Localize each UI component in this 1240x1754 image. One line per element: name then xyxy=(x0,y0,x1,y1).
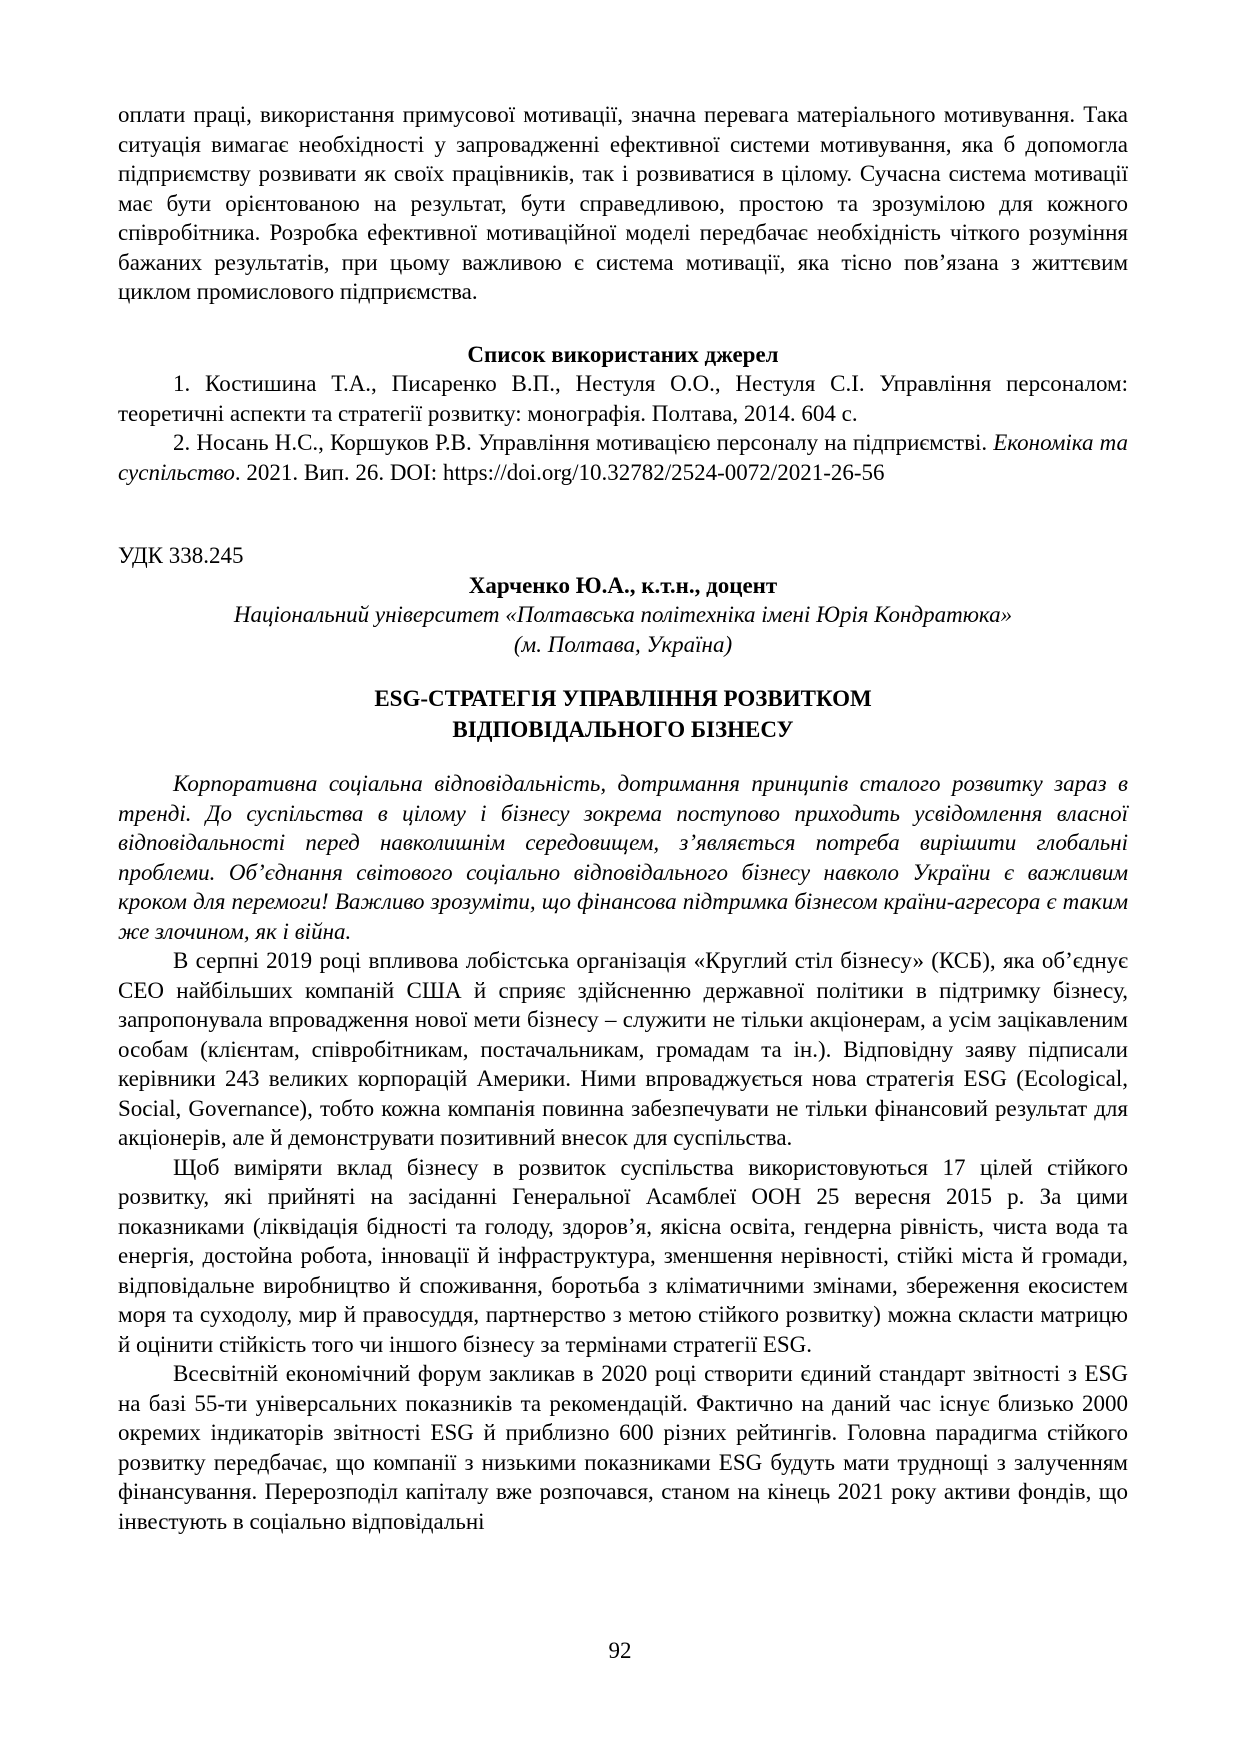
abstract-paragraph: Корпоративна соціальна відповідальність, дотримання принципів сталого розвитку зараз в тренді. До суспільства в цілому і бізнесу зокрема поступово приходить усвідомлення власної відповідальності перед навколишнім середовищем, з’являється потреба вирішити глобальні проблеми. Об’єднання світового соціально відповідального бізнесу навколо України є важливим кроком для перемоги! Важливо зрозуміти, що фінансова підтримка бізнесом країни-агресора є таким же злочином, як і війна. xyxy=(118,771,1128,944)
body-paragraph-1: В серпні 2019 році впливова лобістська організація «Круглий стіл бізнесу» (КСБ), яка об’єднує СЕО найбільших компаній США й сприяє здійсненню державної політики в підтримку бізнесу, запропонувала впровадження нової мети бізнесу – служити не тільки акціонерам, а усім зацікавленим особам (клієнтам, співробітникам, постачальникам, громадам та ін.). Відповідну заяву підписали керівники 243 великих корпорацій Америки. Ними впроваджується нова стратегія ESG (Ecological, Social, Governance), тобто кожна компанія повинна забезпечувати не тільки фінансовий результат для акціонерів, але й демонструвати позитивний внесок для суспільства. xyxy=(118,948,1128,1150)
references-heading: Список використаних джерел xyxy=(467,341,779,367)
reference-item-1: 1. Костишина Т.А., Писаренко В.П., Нестуля О.О., Нестуля С.І. Управління персоналом: теоретичні аспекти та стратегії розвитку: монографія. Полтава, 2014. 604 с. xyxy=(118,371,1128,426)
reference-2-text: 2. Носань Н.С., Коршуков Р.В. Управління мотивацією персоналу на підприємстві. xyxy=(173,430,994,455)
affiliation-line: Національний університет «Полтавська політехніка імені Юрія Кондратюка» xyxy=(233,602,1013,627)
body-paragraph-2: Щоб виміряти вклад бізнесу в розвиток суспільства використовуються 17 цілей стійкого розвитку, які прийняті на засіданні Генеральної Асамблеї ООН 25 вересня 2015 р. За цими показниками (ліквідація бідності та голоду, здоров’я, якісна освіта, гендерна рівність, чиста вода та енергія, достойна робота, інновації й інфраструктура, зменшення нерівності, стійкі міста й громади, відповідальне виробництво й споживання, боротьба з кліматичними змінами, збереження екосистем моря та суходолу, мир й правосуддя, партнерство з метою стійкого розвитку) можна скласти матрицю й оцінити стійкість того чи іншого бізнесу за термінами стратегії ESG. xyxy=(118,1154,1128,1357)
reference-2-journal-title: Економіка та суспільство xyxy=(118,430,1128,485)
udc-code: УДК 338.245 xyxy=(118,543,244,568)
body-paragraph-3: Всесвітній економічний форум закликав в 2020 році створити єдиний стандарт звітності з ESG на базі 55-ти універсальних показників та рекомендацій. Фактично на даний час існує близько 2000 окремих індикаторів звітності ESG й приблизно 600 різних рейтингів. Головна парадигма стійкого розвитку передбачає, що компанії з низькими показниками ESG будуть мати труднощі з залученням фінансування. Перерозподіл капіталу вже розпочався, станом на кінець 2021 року активи фондів, що інвестують в соціально відповідальні xyxy=(118,1361,1128,1534)
article-title-line-2: ВІДПОВІДАЛЬНОГО БІЗНЕСУ xyxy=(452,717,794,742)
location-line: (м. Полтава, Україна) xyxy=(513,631,733,657)
previous-article-closing-paragraph: оплати праці, використання примусової мотивації, значна перевага матеріального мотивування. Така ситуація вимагає необхідності у запровадженні ефективної системи мотивування, яка б допомогла підприємству розвивати як своїх працівників, так і розвиватися в цілому. Сучасна система мотивації має бути орієнтованою на результат, бути справедливою, простою та зрозумілою для кожного співробітника. Розробка ефективної мотиваційної моделі передбачає необхідність чіткого розуміння бажаних результатів, при цьому важливою є система мотивації, яка тісно пов’язана з життєвим циклом промислового підприємства. xyxy=(118,102,1128,304)
reference-item-2 xyxy=(118,428,1128,487)
author-line: Харченко Ю.А., к.т.н., доцент xyxy=(468,572,778,598)
page-number: 92 xyxy=(608,1638,632,1663)
reference-2-doi-text: . 2021. Вип. 26. DOI: https://doi.org/10.32782/2524-0072/2021-26-56 xyxy=(234,459,885,485)
article-title-line-1: ESG-СТРАТЕГІЯ УПРАВЛІННЯ РОЗВИТКОМ xyxy=(374,686,872,711)
article-title xyxy=(118,683,1128,745)
